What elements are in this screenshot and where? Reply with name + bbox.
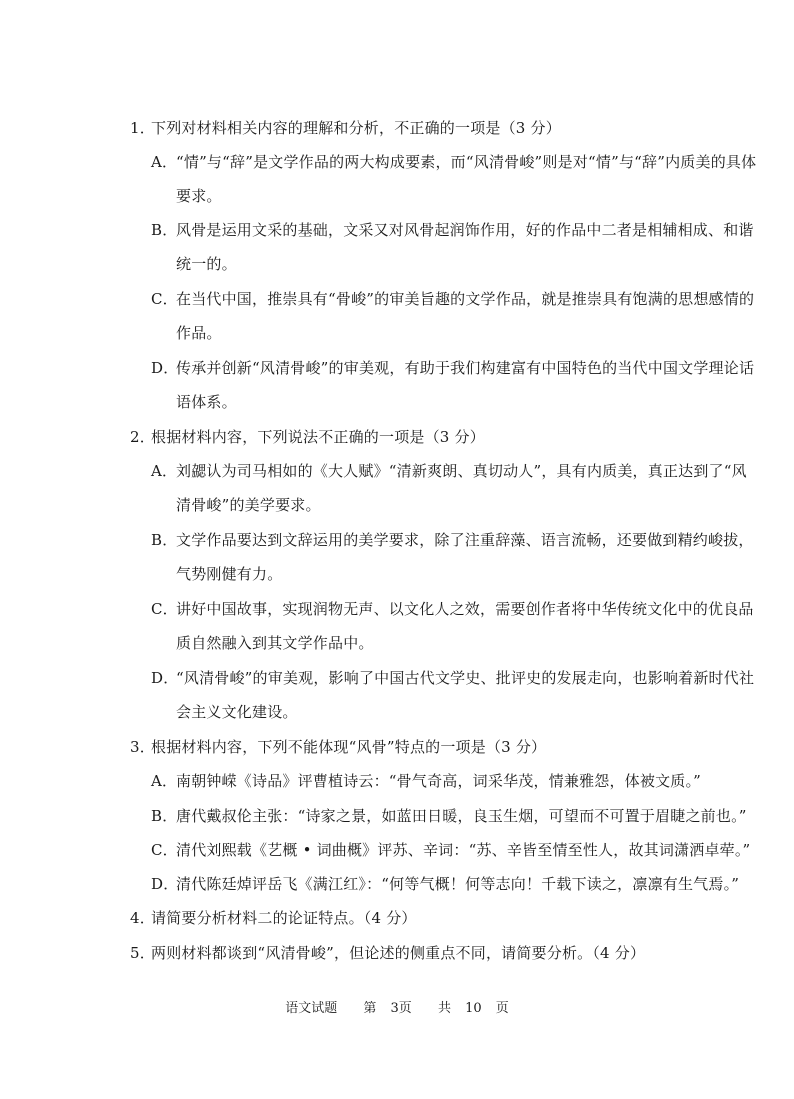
footer-total-pages: 共 10 页 [437,1001,509,1016]
question-1-option-c-continuation: 作品。 [176,324,222,342]
question-1-option-a-letter: A． [151,153,178,171]
question-5-number: 5． [130,944,155,962]
question-3-stem: 根据材料内容，下列不能体现“风骨”特点的一项是（3 分） [151,738,547,756]
question-1-option-a-text: “情”与“辞”是文学作品的两大构成要素，而“风清骨峻”则是对“情”与“辞”内质美的具体 [176,153,757,171]
question-2-option-b-continuation: 气势刚健有力。 [176,565,283,583]
question-1-option-d-continuation: 语体系。 [176,393,237,411]
question-1-option-d-letter: D． [151,359,179,377]
footer-subject: 语文试题 [285,1001,338,1016]
question-3-option-b-letter: B． [151,807,178,825]
question-3-option-d-text: 清代陈廷焯评岳飞《满江红》：“何等气概！何等志向！千载下读之，凛凛有生气焉。” [176,875,740,893]
question-2-option-a-letter: A． [151,462,178,480]
question-3-option-a-text: 南朝钟嵘《诗品》评曹植诗云：“骨气奇高，词采华茂，情兼雅怨，体被文质。” [176,772,702,790]
question-1-number: 1． [130,119,155,137]
question-2-option-b-letter: B． [151,531,178,549]
page-footer [0,1000,794,1018]
question-1-option-c-letter: C． [151,290,178,308]
question-3-option-b-text: 唐代戴叔伦主张：“诗家之景，如蓝田日暖，良玉生烟，可望而不可置于眉睫之前也。” [176,807,747,825]
question-3-option-d-letter: D． [151,875,179,893]
question-2-option-c-continuation: 质自然融入到其文学作品中。 [176,634,374,652]
question-2-option-d-text: “风清骨峻”的审美观，影响了中国古代文学史、批评史的发展走向，也影响着新时代社 [176,669,755,687]
question-1-stem: 下列对材料相关内容的理解和分析，不正确的一项是（3 分） [151,119,561,137]
question-2-number: 2． [130,428,155,446]
question-2-option-a-continuation: 清骨峻”的美学要求。 [176,496,321,514]
footer-page-number: 第 3页 [363,1001,412,1016]
question-5-stem: 两则材料都谈到“风清骨峻”，但论述的侧重点不同，请简要分析。（4 分） [151,944,646,962]
question-3-number: 3． [130,738,155,756]
question-2-option-c-text: 讲好中国故事，实现润物无声、以文化人之效，需要创作者将中华传统文化中的优良品 [176,600,754,618]
question-2-option-d-continuation: 会主义文化建设。 [176,703,298,721]
question-2-option-a-text: 刘勰认为司马相如的《大人赋》“清新爽朗、真切动人”，具有内质美，真正达到了“风 [176,462,747,480]
question-3-option-c-letter: C． [151,841,178,859]
question-2-option-b-text: 文学作品要达到文辞运用的美学要求，除了注重辞藻、语言流畅，还要做到精约峻拔， [176,531,754,549]
question-4-number: 4． [130,909,155,927]
question-1-option-c-text: 在当代中国，推崇具有“骨峻”的审美旨趣的文学作品，就是推崇具有饱满的思想感情的 [176,290,755,308]
question-3-option-c-text: 清代刘熙载《艺概 • 词曲概》评苏、辛词：“苏、辛皆至情至性人，故其词潇洒卓荦。” [176,841,751,859]
question-1-option-d-text: 传承并创新“风清骨峻”的审美观，有助于我们构建富有中国特色的当代中国文学理论话 [176,359,755,377]
question-3-option-a-letter: A． [151,772,178,790]
question-1-option-b-text: 风骨是运用文采的基础，文采又对风骨起润饰作用，好的作品中二者是相辅相成、和谐 [176,221,754,239]
question-4-stem: 请简要分析材料二的论证特点。（4 分） [151,909,417,927]
question-2-option-d-letter: D． [151,669,179,687]
question-1-option-b-continuation: 统一的。 [176,255,237,273]
question-2-stem: 根据材料内容，下列说法不正确的一项是（3 分） [151,428,485,446]
question-2-option-c-letter: C． [151,600,178,618]
question-1-option-b-letter: B． [151,221,178,239]
question-1-option-a-continuation: 要求。 [176,187,222,205]
